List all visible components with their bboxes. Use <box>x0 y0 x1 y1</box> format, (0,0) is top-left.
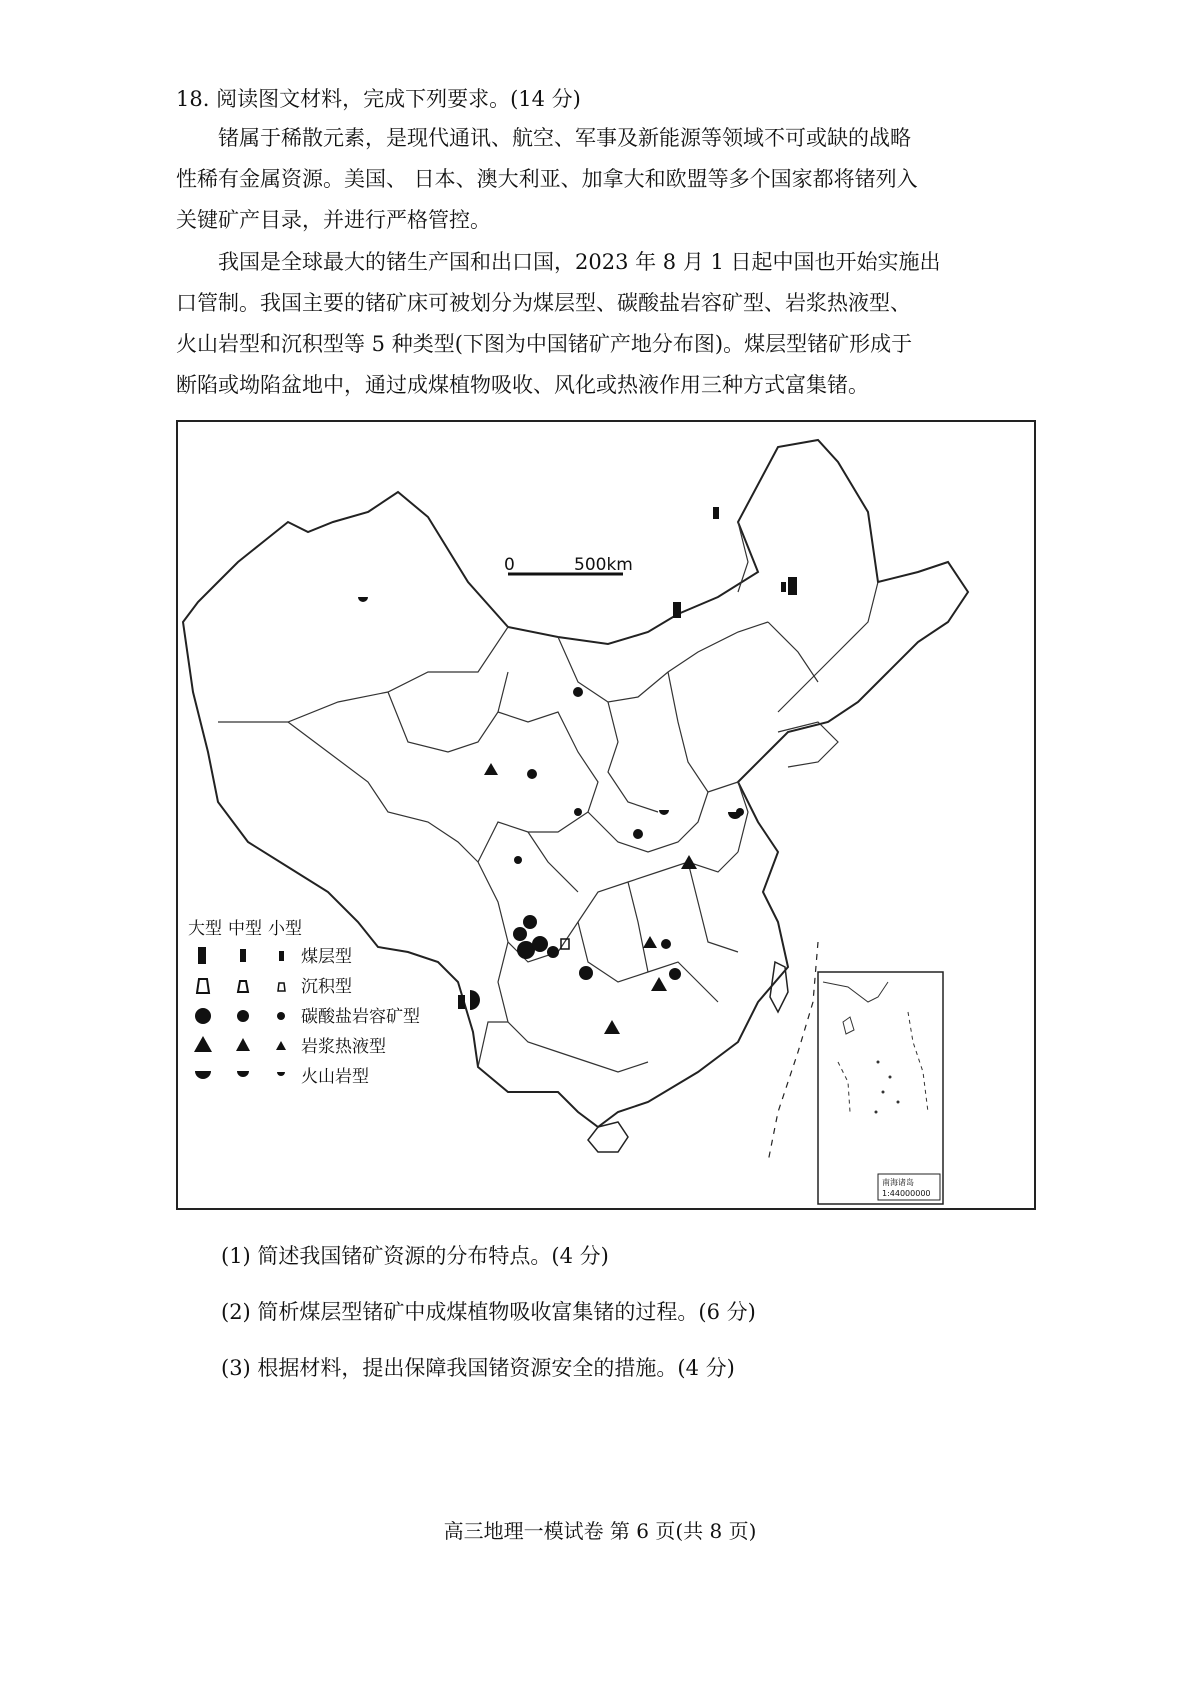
legend-carbonate-small <box>277 1012 285 1020</box>
volcanic-deposit-large <box>470 990 480 1010</box>
coal-deposit-large <box>788 577 797 595</box>
carbonate-deposit-medium <box>669 968 681 980</box>
page-footer: 高三地理一模试卷 第 6 页(共 8 页) <box>443 1519 757 1543</box>
legend-label-coal: 煤层型 <box>301 947 352 967</box>
question-title: 18. 阅读图文材料，完成下列要求。(14 分) <box>176 87 581 111</box>
legend-coal-medium <box>240 949 246 962</box>
carbonate-deposit-small <box>574 808 582 816</box>
legend-magmatic-medium <box>236 1038 250 1051</box>
paragraph-line: 性稀有金属资源。美国、 日本、澳大利亚、加拿大和欧盟等多个国家都将锗列入 <box>176 167 918 191</box>
legend-coal-small <box>279 951 284 961</box>
legend-sediment-small <box>278 983 285 991</box>
material-paragraph-2 <box>176 242 1046 406</box>
hainan-island <box>588 1122 628 1152</box>
taiwan-island <box>770 962 788 1012</box>
legend-label-volcanic: 火山岩型 <box>301 1067 369 1087</box>
legend-sediment-medium <box>238 981 248 992</box>
magmatic-deposit-small <box>484 763 498 775</box>
carbonate-deposit-medium <box>547 946 559 958</box>
subquestion-3: (3) 根据材料，提出保障我国锗资源安全的措施。(4 分) <box>221 1356 735 1380</box>
legend-volcanic-small <box>277 1072 285 1076</box>
carbonate-deposit-small <box>661 939 671 949</box>
legend-label-magmatic: 岩浆热液型 <box>301 1037 386 1057</box>
paragraph-line: 锗属于稀散元素，是现代通讯、航空、军事及新能源等领域不可或缺的战略 <box>218 126 911 150</box>
scale-distance-label: 500km <box>574 555 633 575</box>
dashed-boundary <box>768 942 818 1162</box>
map-legend <box>188 919 420 1087</box>
map-svg <box>178 422 1034 1208</box>
paragraph-line: 我国是全球最大的锗生产国和出口国，2023 年 8 月 1 日起中国也开始实施出 <box>218 250 941 274</box>
inset-caption-name: 南海诸岛 <box>882 1178 914 1187</box>
paragraph-line: 口管制。我国主要的锗矿床可被划分为煤层型、碳酸盐岩容矿型、岩浆热液型、 <box>176 291 911 315</box>
carbonate-deposit-small <box>633 829 643 839</box>
carbonate-deposit-small <box>736 808 744 816</box>
volcanic-deposit-small <box>358 597 368 602</box>
carbonate-deposit-medium <box>579 966 593 980</box>
legend-carbonate-large <box>195 1008 211 1024</box>
legend-label-carbonate: 碳酸盐岩容矿型 <box>301 1007 420 1027</box>
legend-carbonate-medium <box>237 1010 249 1022</box>
legend-header-medium: 中型 <box>228 919 262 939</box>
legend-sediment-large <box>197 979 209 993</box>
coal-deposit-medium <box>673 602 681 618</box>
paragraph-line: 火山岩型和沉积型等 5 种类型(下图为中国锗矿产地分布图)。煤层型锗矿形成于 <box>176 332 913 356</box>
legend-magmatic-small <box>276 1041 286 1050</box>
legend-coal-large <box>198 947 206 964</box>
legend-volcanic-large <box>195 1071 211 1079</box>
paragraph-line: 断陷或坳陷盆地中，通过成煤植物吸收、风化或热液作用三种方式富集锗。 <box>176 373 869 397</box>
magmatic-deposit-small <box>643 936 657 948</box>
carbonate-deposit-small <box>514 856 522 864</box>
inset-caption-scale: 1:44000000 <box>882 1189 931 1198</box>
carbonate-deposit-large <box>532 936 548 952</box>
scale-zero-label: 0 <box>504 555 515 575</box>
paragraph-line: 关键矿产目录，并进行严格管控。 <box>176 208 491 232</box>
subquestion-1: (1) 简述我国锗矿资源的分布特点。(4 分) <box>221 1244 609 1268</box>
volcanic-deposit-small <box>659 810 669 815</box>
legend-header-small: 小型 <box>268 919 302 939</box>
coal-deposit-medium <box>458 995 465 1009</box>
legend-magmatic-large <box>194 1036 212 1052</box>
south-china-sea-inset <box>818 972 943 1204</box>
coal-deposit-small <box>781 582 786 592</box>
legend-label-sediment: 沉积型 <box>301 977 352 997</box>
carbonate-deposit-medium <box>523 915 537 929</box>
material-paragraph-1 <box>176 118 1046 241</box>
scale-bar <box>504 555 633 575</box>
legend-volcanic-medium <box>237 1071 249 1077</box>
magmatic-deposit-small <box>681 855 697 869</box>
deposit-symbols <box>358 507 797 1034</box>
legend-header-large: 大型 <box>188 919 222 939</box>
magmatic-deposit-medium <box>651 977 667 991</box>
coal-deposit-small <box>713 507 719 519</box>
subquestion-2: (2) 简析煤层型锗矿中成煤植物吸收富集锗的过程。(6 分) <box>221 1300 756 1324</box>
magmatic-deposit-medium <box>604 1020 620 1034</box>
carbonate-deposit-small <box>527 769 537 779</box>
germanium-deposit-map <box>176 420 1036 1210</box>
carbonate-deposit-medium <box>513 927 527 941</box>
carbonate-deposit-small <box>573 687 583 697</box>
